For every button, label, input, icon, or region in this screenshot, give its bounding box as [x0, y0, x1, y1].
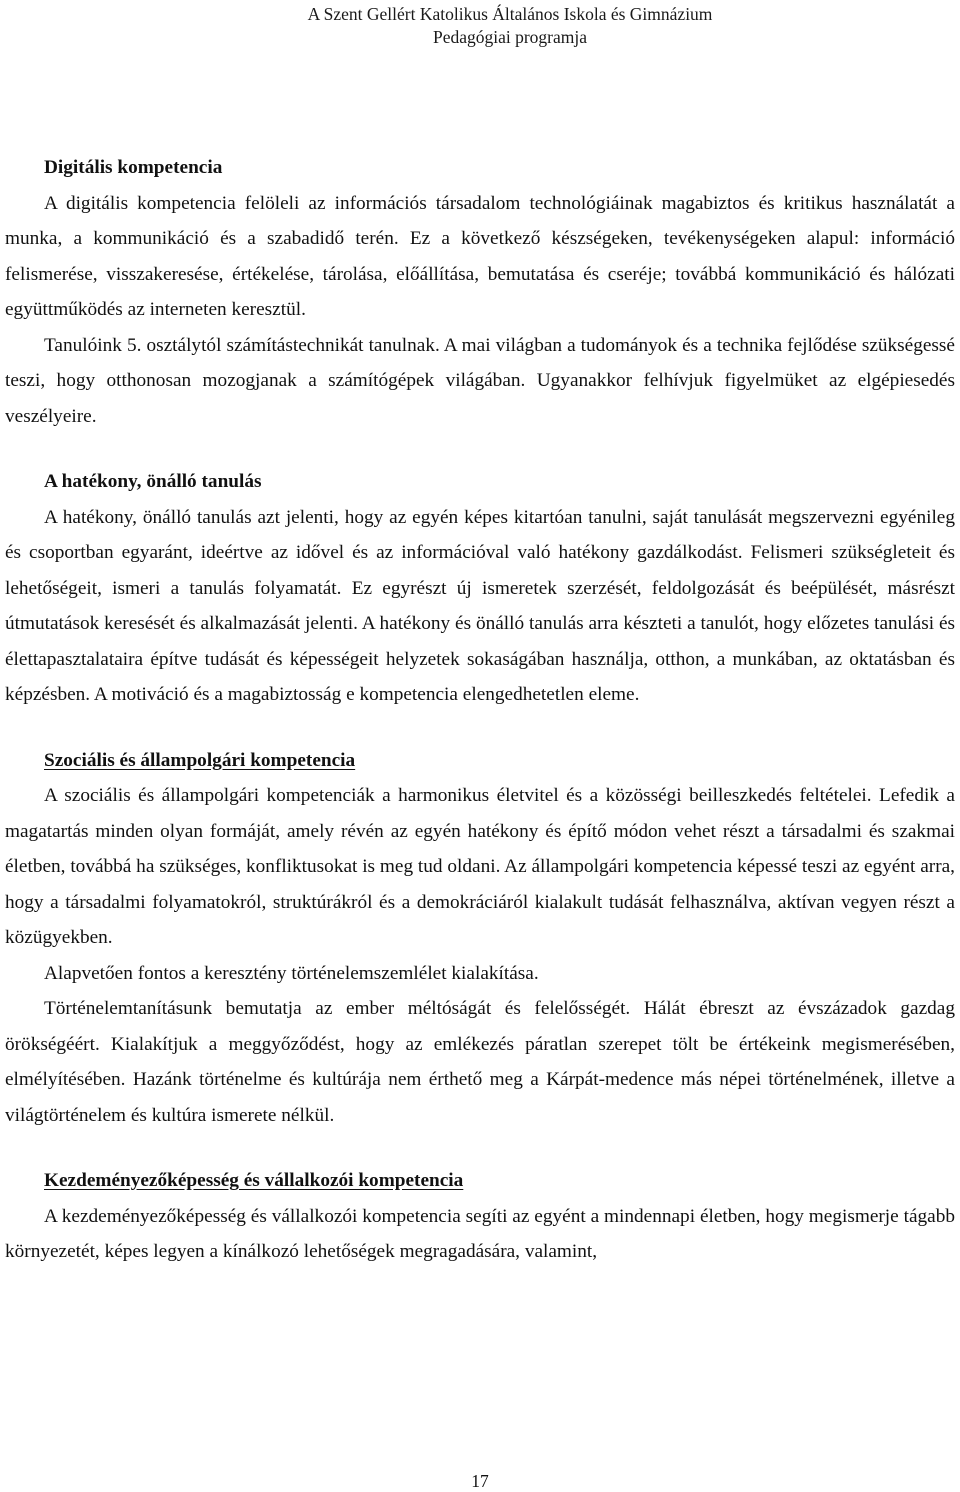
section-heading: Digitális kompetencia: [44, 157, 223, 178]
page-number: 17: [471, 1471, 489, 1491]
paragraph: A hatékony, önálló tanulás azt jelenti, hogy az egyén képes kitartóan tanulni, saját tanulását megszervezni egyénileg és csoportban egyaránt, ideértve az idővel és az információval való hatékony gazdálkodást. Felismeri szükségleteit és lehetőségeit, ismeri a tanulás folyamatát. Ez egyrészt új ismeretek szerzését, feldolgozását és beépülését, másrészt útmutatások keresését és alkalmazását jelenti. A hatékony és önálló tanulás arra készteti a tanulót, hogy előzetes tanulási és élettapasztalataira építve tudását és képességeit helyzetek sokaságában használja, otthon, a munkában, az oktatásban és képzésben. A motiváció és a magabiztosság e kompetencia elengedhetetlen eleme.: [5, 506, 955, 705]
section-heading: Kezdeményezőképesség és vállalkozói kompetencia: [44, 1170, 464, 1191]
paragraph: A kezdeményezőképesség és vállalkozói kompetencia segíti az egyént a mindennapi életben, hogy megismerje tágabb környezetét, képes legyen a kínálkozó lehetőségek megragadására, valamint,: [5, 1205, 955, 1262]
section-heading: A hatékony, önálló tanulás: [44, 471, 262, 492]
section-entrepreneurship: [5, 1163, 955, 1270]
paragraph: A digitális kompetencia felöleli az információs társadalom technológiáinak magabiztos és kritikus használatát a munka, a kommunikáció és a szabadidő terén. Ez a következő készségeken, tevékenységeken alapul: információ felismerése, visszakeresése, értékelése, tárolása, előállítása, bemutatása és cseréje; továbbá kommunikáció és hálózati együttműködés az interneten keresztül.: [5, 192, 955, 320]
header-document-title: Pedagógiai programja: [432, 27, 588, 47]
header-school-name: A Szent Gellért Katolikus Általános Iskola és Gimnázium: [307, 4, 713, 24]
document-body: [5, 150, 955, 1270]
section-heading: Szociális és állampolgári kompetencia: [44, 749, 356, 771]
paragraph: Alapvetően fontos a keresztény történelemszemlélet kialakítása.: [44, 962, 539, 984]
paragraph: Történelemtanításunk bemutatja az ember méltóságát és felelősségét. Hálát ébreszt az évszázadok gazdag örökségéért. Kialakítjuk a meggyőződést, hogy az emlékezés páratlan szerepet tölt be értékeink megismerésében, elmélyítésében. Hazánk történelme és kultúrája nem érthető meg a Kárpát-medence más népei történelmének, illetve a világtörténelem és kultúra ismerete nélkül.: [5, 998, 955, 1126]
section-digital-competence: [5, 150, 955, 434]
paragraph: Tanulóink 5. osztálytól számítástechnikát tanulnak. A mai világban a tudományok és a technika fejlődése szükségessé teszi, hogy otthonosan mozogjanak a számítógépek világában. Ugyanakkor felhívjuk figyelmüket az elgépiesedés veszélyeire.: [5, 334, 955, 427]
section-efficient-learning: [5, 464, 955, 713]
page-header: [280, 3, 740, 49]
paragraph: A szociális és állampolgári kompetenciák a harmonikus életvitel és a közösségi beilleszkedés feltételei. Lefedik a magatartás minden olyan formáját, amely révén az egyén hatékony és építő módon vehet részt a társadalmi és szakmai életben, továbbá ha szükséges, konfliktusokat is meg tud oldani. Az állampolgári kompetencia képessé teszi az egyént arra, hogy a társadalmi folyamatokról, struktúrákról és a demokráciáról kialakult tudását felhasználva, aktívan vegyen részt a közügyekben.: [5, 785, 955, 948]
section-social-civic-competence: [5, 743, 955, 1134]
